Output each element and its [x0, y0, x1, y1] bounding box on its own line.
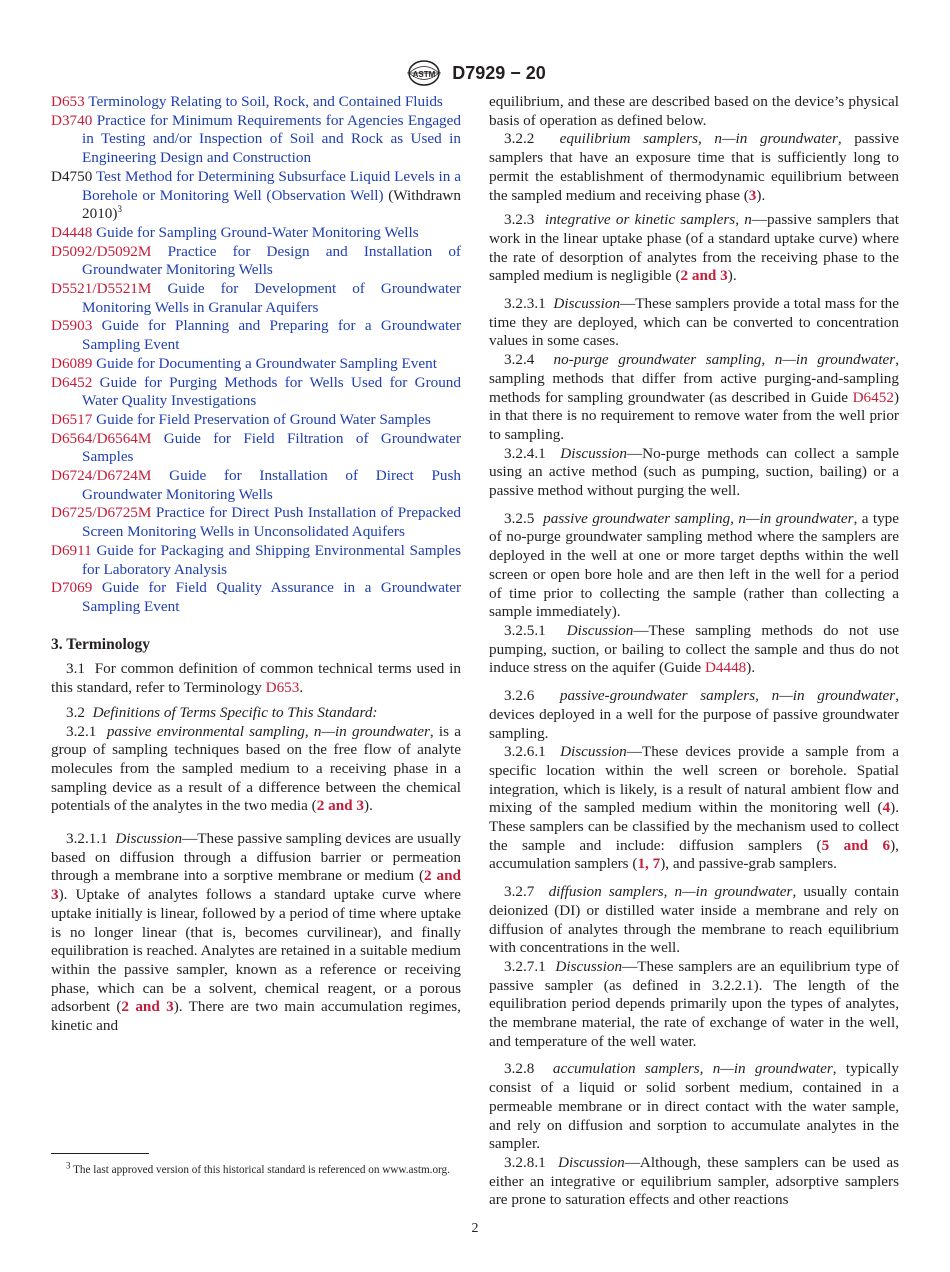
paragraph-3-2-6-1: 3.2.6.1 Discussion—These devices provide a sample from a specific location within the well screen or borehole. Spatial integration, which is likely, is a result of natural ambient flow and mixing of the sampled medium within the monitoring well (4). These samplers can be classified by the mechanism used to collect the sample and include: diffusion samplers (5 and 6), accumulation samplers (1, 7), and passive-grab samplers.	[489, 743, 899, 873]
reference-item	[51, 168, 461, 224]
paragraph-continued: equilibrium, and these are described based on the device’s physical basis of operation as defined below.	[489, 93, 899, 129]
footnote-divider	[51, 1153, 149, 1154]
defined-term: passive groundwater sampling, n—in groundwater	[543, 509, 854, 527]
bibliography-ref-link[interactable]: 1, 7	[637, 855, 661, 873]
paragraph-3-2-2: 3.2.2 equilibrium samplers, n—in groundwater, passive samplers that have an exposure time that is sufficiently long to permit the establishment of thermodynamic equilibrium between the sampled medium and receiving phase (3).	[489, 130, 900, 204]
reference-code: D4750	[51, 167, 93, 185]
paragraph-3-2-7: 3.2.7 diffusion samplers, n—in groundwater, usually contain deionized (DI) or distilled water inside a membrane and rely on diffusion of analytes through the membrane to reach equilibrium with concentrations in the well.	[489, 883, 899, 957]
reference-title-link[interactable]: Terminology Relating to Soil, Rock, and Contained Fluids	[88, 93, 443, 110]
guide-link[interactable]: D6452	[852, 388, 894, 406]
reference-title-link[interactable]: Guide for Packaging and Shipping Environmental Samples for Laboratory Analysis	[82, 541, 461, 578]
reference-code-link[interactable]: D653	[51, 93, 85, 110]
reference-title-link[interactable]: Practice for Design and Installation of Groundwater Monitoring Wells	[82, 242, 461, 279]
paragraph-3-2-5-1: 3.2.5.1 Discussion—These sampling methods do not use pumping, suction, or bailing to collect the sample and thus do not induce stress on the aquifer (Guide D4448).	[489, 621, 899, 677]
reference-item	[51, 411, 461, 430]
reference-item	[51, 224, 461, 243]
reference-code-link[interactable]: D5092/D5092M	[51, 242, 152, 260]
reference-item	[51, 504, 461, 541]
reference-code-link[interactable]: D6452	[51, 373, 93, 391]
reference-title-link[interactable]: Guide for Sampling Ground-Water Monitoring Wells	[96, 223, 419, 241]
reference-item	[51, 467, 461, 504]
standard-designation: D7929 − 20	[452, 62, 546, 83]
reference-code-link[interactable]: D6564/D6564M	[51, 429, 152, 447]
reference-title-link[interactable]: Guide for Development of Groundwater Monitoring Wells in Granular Aquifers	[82, 280, 461, 316]
defined-term: no-purge groundwater sampling, n—in groundwater	[553, 351, 896, 369]
bibliography-ref-link[interactable]: 2 and 3	[121, 998, 174, 1016]
bibliography-ref-link[interactable]: 5 and 6	[821, 836, 891, 854]
page-number: 2	[471, 1221, 479, 1236]
reference-title-link[interactable]: Guide for Purging Methods for Wells Used for Ground Water Quality Investigations	[82, 373, 461, 410]
right-column	[489, 93, 899, 1210]
reference-code-link[interactable]: D6724/D6724M	[51, 467, 152, 485]
guide-link[interactable]: D4448	[704, 659, 747, 677]
paragraph-3-2-3-1: 3.2.3.1 Discussion—These samplers provide a total mass for the time they are deployed, which can be converted to concentration values in some cases.	[489, 295, 900, 350]
reference-code-link[interactable]: D6517	[51, 410, 93, 428]
reference-item	[51, 93, 461, 112]
reference-code-link[interactable]: D6089	[51, 354, 93, 372]
reference-title-link[interactable]: Guide for Field Quality Assurance in a Groundwater Sampling Event	[82, 579, 462, 615]
defined-term: passive environmental sampling, n—in groundwater	[106, 722, 430, 740]
reference-code-link[interactable]: D7069	[51, 579, 93, 597]
paragraph-3-2-7-1: 3.2.7.1 Discussion—These samplers are an equilibrium type of passive sampler (as defined in 3.2.2.1). The length of the equilibration period depends primarily upon the types of analytes, the membrane material, the rate of exchange of water in the well, and temperature of the well water.	[489, 957, 900, 1050]
reference-item	[51, 280, 461, 317]
page-header	[0, 58, 950, 88]
reference-title-link[interactable]: Guide for Field Filtration of Groundwater Samples	[82, 429, 462, 466]
bibliography-ref-link[interactable]: 4	[882, 799, 891, 817]
reference-code-link[interactable]: D5521/D5521M	[51, 280, 152, 298]
defined-term: diffusion samplers, n—in groundwater	[548, 883, 793, 901]
reference-title-link[interactable]: Guide for Documenting a Groundwater Sampling Event	[96, 354, 437, 372]
bibliography-ref-link[interactable]: 3	[748, 186, 757, 204]
paragraph-3-2: 3.2 Definitions of Terms Specific to This Standard:	[66, 703, 378, 721]
paragraph-3-2-3: 3.2.3 integrative or kinetic samplers, n—passive samplers that work in the linear uptake phase (of a standard uptake curve) where the rate of desorption of analytes from the receiving phase to the sampled medium is negligible (2 and 3).	[489, 211, 899, 285]
footnote-marker: 3	[117, 204, 122, 215]
defined-term: equilibrium samplers, n—in groundwater	[559, 130, 838, 148]
footnote-number: 3	[66, 1160, 71, 1171]
reference-item	[51, 430, 461, 467]
paragraph-3-1: 3.1 For common definition of common technical terms used in this standard, refer to Terminology D653.	[51, 660, 461, 697]
reference-code-link[interactable]: D6725/D6725M	[51, 504, 152, 522]
terminology-link[interactable]: D653	[265, 679, 300, 697]
reference-item	[51, 542, 461, 579]
paragraph-3-2-6: 3.2.6 passive-groundwater samplers, n—in groundwater, devices deployed in a well for the purpose of passive groundwater sampling.	[489, 687, 899, 742]
paragraph-3-2-8-1: 3.2.8.1 Discussion—Although, these samplers can be used as either an integrative or equilibrium sampler, adsorptive samplers are prone to saturation effects and other reactions	[489, 1153, 900, 1209]
defined-term: accumulation samplers, n—in groundwater	[552, 1060, 833, 1078]
footnote: $^3$ The last approved version of this historical standard is referenced on www.astm.org.	[66, 1160, 450, 1176]
reference-code-link[interactable]: D4448	[51, 223, 93, 241]
paragraph-3-2-1-1: 3.2.1.1 Discussion—These passive sampling devices are usually based on diffusion through a diffusion barrier or permeation through a membrane into a sorptive membrane or medium (2 and 3). Uptake of analytes follows a standard uptake curve where uptake initially is linear, followed by a period of time where uptake is no longer linear (that is, becomes curvilinear), and finally equilibration is reached. Analytes are retained in a suitable medium within the passive sampler, known as a reference or receiving phase, which can be a solvent, chemical reagent, or a porous adsorbent (2 and 3). There are two main accumulation regimes, kinetic and	[51, 830, 462, 1035]
svg-text:ASTM: ASTM	[412, 70, 436, 79]
reference-title-link[interactable]: Guide for Field Preservation of Ground Water Samples	[96, 410, 431, 428]
reference-code-link[interactable]: D6911	[51, 541, 92, 559]
reference-item	[51, 243, 461, 280]
bibliography-ref-link[interactable]: 2 and 3	[680, 267, 728, 285]
reference-title-link[interactable]: Practice for Minimum Requirements for Agencies Engaged in Testing and/or Inspection of Soil and Rock as Used in Engineering Design and Construction	[82, 111, 461, 167]
reference-title-link[interactable]: Practice for Direct Push Installation of Prepacked Screen Monitoring Wells in Unconsolidated Aquifers	[82, 504, 461, 541]
withdrawn-note: (Withdrawn 2010)	[82, 186, 461, 223]
bibliography-ref-link[interactable]: 2 and 3	[316, 797, 364, 815]
left-column	[51, 93, 461, 1036]
reference-item	[51, 317, 461, 354]
paragraph-3-2-1: 3.2.1 passive environmental sampling, n—in groundwater, is a group of sampling techniques based on the free flow of analyte molecules from the sampled medium to a receiving phase in a sampling device as a result of a difference between the chemical potentials of the analytes in the two media (2 and 3).	[51, 722, 462, 815]
reference-title-link[interactable]: Guide for Installation of Direct Push Groundwater Monitoring Wells	[82, 467, 462, 503]
referenced-documents-list	[51, 93, 461, 617]
reference-code-link[interactable]: D5903	[51, 317, 93, 335]
reference-item	[51, 579, 461, 616]
defined-term: integrative or kinetic samplers, n	[544, 211, 752, 229]
reference-item	[51, 355, 461, 374]
paragraph-3-2-4: 3.2.4 no-purge groundwater sampling, n—in groundwater, sampling methods that differ from active purging-and-sampling methods for sampling groundwater (as described in Guide D6452) in that there is no requirement to remove water from the well prior to sampling.	[489, 351, 900, 443]
reference-code-link[interactable]: D3740	[51, 111, 93, 129]
section-heading: 3. Terminology	[51, 635, 151, 653]
reference-title-link[interactable]: Test Method for Determining Subsurface Liquid Levels in a Borehole or Monitoring Well (Observation Well)	[82, 167, 461, 204]
paragraph-3-2-8: 3.2.8 accumulation samplers, n—in groundwater, typically consist of a liquid or solid sorbent medium, contained in a permeable membrane or in direct contact with the water sample, and rely on diffusion and sorption to accumulate analytes in the sampler.	[489, 1060, 899, 1153]
astm-logo-icon	[404, 58, 444, 88]
bibliography-ref-link[interactable]: 2 and 3	[51, 867, 461, 904]
paragraph-3-2-5: 3.2.5 passive groundwater sampling, n—in groundwater, a type of no-purge groundwater sampling method where the samplers are deployed in the well at one or more target depths within the well screen or open bore hole and are then left in the well for a period of time prior to collecting the sample (rather than collecting a sample immediately).	[489, 509, 899, 621]
reference-title-link[interactable]: Guide for Planning and Preparing for a Groundwater Sampling Event	[82, 317, 461, 354]
defined-term: passive-groundwater samplers, n—in groundwater	[559, 687, 896, 705]
paragraph-3-2-4-1: 3.2.4.1 Discussion—No-purge methods can collect a sample using an active method (such as pumping, suction, bailing) or a passive method without purging the well.	[489, 444, 900, 500]
reference-item	[51, 374, 461, 411]
reference-item	[51, 112, 461, 168]
